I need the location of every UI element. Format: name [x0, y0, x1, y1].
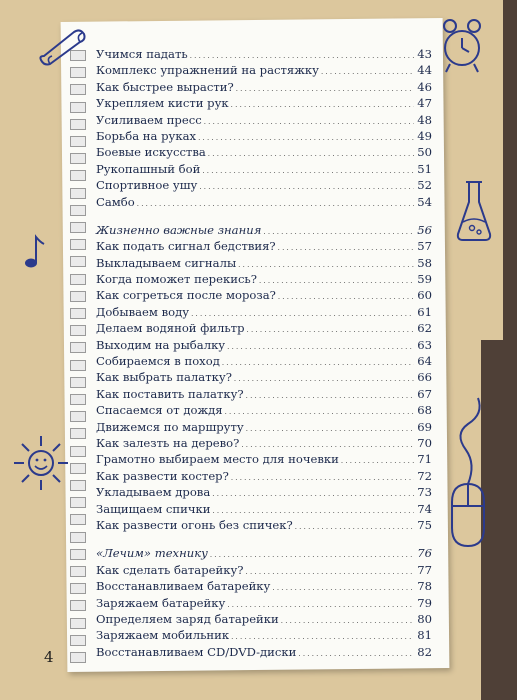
- spiral-ring: [70, 102, 86, 113]
- toc-entry-title: Выкладываем сигналы: [96, 255, 237, 270]
- toc-entry: [96, 287, 432, 303]
- toc-page-number: 67: [417, 386, 432, 401]
- toc-entry-title: Спортивное ушу: [96, 178, 198, 193]
- toc-page-number: 62: [417, 321, 432, 336]
- toc-entry-title: Движемся по маршруту: [96, 419, 244, 434]
- toc-entry: [96, 386, 432, 402]
- toc-entry: [96, 353, 432, 369]
- toc-page-number: 54: [417, 194, 432, 209]
- spiral-ring: [70, 291, 86, 302]
- toc-entry: [96, 451, 432, 467]
- spiral-ring: [70, 497, 86, 508]
- toc-entry-title: Заряжаем мобильник: [96, 628, 230, 643]
- scroll-icon: [36, 26, 92, 66]
- toc-entry: [96, 517, 432, 533]
- toc-entry: [96, 578, 432, 594]
- toc-entry: [96, 46, 432, 62]
- spiral-ring: [70, 188, 86, 199]
- spiral-ring: [70, 549, 86, 560]
- spiral-binding: [70, 50, 90, 670]
- toc-entry-title: Спасаемся от дождя: [96, 403, 223, 418]
- toc-entry-title: Грамотно выбираем место для ночевки: [96, 452, 339, 467]
- toc-entry: [96, 128, 432, 144]
- toc-entry-title: Как поставить палатку?: [96, 386, 244, 401]
- toc-entry-title: Как залезть на дерево?: [96, 435, 240, 450]
- toc-page-number: 71: [417, 452, 432, 467]
- toc-entry-title: Комплекс упражнений на растяжку: [96, 63, 319, 78]
- toc-entry: [96, 627, 432, 643]
- toc-entry: [96, 271, 432, 287]
- computer-mouse-icon: [438, 394, 494, 554]
- toc-entry-title: Как выбрать палатку?: [96, 370, 232, 385]
- spiral-ring: [70, 119, 86, 130]
- toc-page-number: 56: [417, 222, 432, 237]
- toc-entry-title: Как быстрее вырасти?: [96, 79, 234, 94]
- toc-entry-title: Как согреться после мороза?: [96, 288, 276, 303]
- toc-section-heading: [96, 222, 432, 238]
- spiral-ring: [70, 84, 86, 95]
- toc-page-number: 48: [417, 112, 432, 127]
- toc-entry: [96, 79, 432, 95]
- toc-entry: [96, 238, 432, 254]
- spiral-ring: [70, 170, 86, 181]
- toc-entry-title: «Лечим» технику: [96, 546, 208, 561]
- toc-entry: [96, 595, 432, 611]
- toc-leader-dots: [137, 194, 414, 212]
- toc-entry: [96, 62, 432, 78]
- toc-page-number: 49: [417, 128, 432, 143]
- toc-entry-title: Учимся падать: [96, 47, 188, 61]
- toc-page-number: 68: [417, 403, 432, 418]
- toc-page-number: 58: [417, 255, 432, 270]
- toc-entry: [96, 468, 432, 484]
- toc-page-number: 43: [417, 47, 432, 61]
- spiral-ring: [70, 325, 86, 336]
- toc-entry: [96, 419, 432, 435]
- spiral-ring: [70, 514, 86, 525]
- toc-page-number: 79: [417, 595, 432, 610]
- toc-entry-title: Укрепляем кисти рук: [96, 96, 229, 111]
- spiral-ring: [70, 446, 86, 457]
- toc-entry: [96, 177, 432, 193]
- toc-page-number: 77: [417, 562, 432, 577]
- toc-entry-title: Самбо: [96, 194, 135, 209]
- toc-entry: [96, 501, 432, 517]
- toc-page-number: 78: [417, 579, 432, 594]
- toc-page-number: 60: [417, 288, 432, 303]
- toc-entry-title: Жизненно важные знания: [96, 222, 262, 237]
- toc-page-number: 61: [417, 304, 432, 319]
- toc-entry: [96, 95, 432, 111]
- toc-page-number: 64: [417, 354, 432, 369]
- toc-page-number: 63: [417, 337, 432, 352]
- toc-entry-title: Собираемся в поход: [96, 354, 220, 369]
- spiral-ring: [70, 480, 86, 491]
- toc-entry: [96, 194, 432, 210]
- toc-leader-dots: [298, 644, 414, 662]
- toc-entry-title: Делаем водяной фильтр: [96, 321, 245, 336]
- toc-entry-title: Когда поможет перекись?: [96, 272, 257, 287]
- toc-page-number: 76: [417, 546, 432, 561]
- toc-page-number: 82: [417, 644, 432, 659]
- toc-entry-title: Восстанавливаем батарейку: [96, 579, 271, 594]
- toc-page-number: 46: [417, 79, 432, 94]
- toc-section-heading: [96, 545, 432, 561]
- toc-entry: [96, 644, 432, 660]
- spiral-ring: [70, 652, 86, 663]
- toc-entry-title: Как подать сигнал бедствия?: [96, 239, 276, 254]
- toc-entry-title: Борьба на руках: [96, 128, 197, 143]
- toc-entry: [96, 562, 432, 578]
- toc-entry: [96, 112, 432, 128]
- toc-page-number: 72: [417, 468, 432, 483]
- page-number: 4: [44, 648, 54, 666]
- spiral-ring: [70, 394, 86, 405]
- toc-entry: [96, 144, 432, 160]
- toc-page-number: 81: [417, 628, 432, 643]
- toc-page-number: 44: [417, 63, 432, 78]
- spiral-ring: [70, 583, 86, 594]
- toc-entry-title: Заряжаем батарейку: [96, 595, 226, 610]
- toc-entry-title: Восстанавливаем CD/DVD-диски: [96, 644, 297, 659]
- toc-entry: [96, 484, 432, 500]
- toc-entry-title: Выходим на рыбалку: [96, 337, 226, 352]
- spiral-ring: [70, 239, 86, 250]
- toc-leader-dots: [295, 517, 414, 535]
- spiral-ring: [70, 67, 86, 78]
- toc-entry: [96, 255, 432, 271]
- toc-entry-title: Защищаем спички: [96, 501, 211, 516]
- toc-entry: [96, 435, 432, 451]
- toc-entry-title: Как сделать батарейку?: [96, 562, 244, 577]
- toc-entry: [96, 611, 432, 627]
- toc-entry: [96, 320, 432, 336]
- toc-page-number: 47: [417, 96, 432, 111]
- spiral-ring: [70, 566, 86, 577]
- toc-entry-title: Как развести костер?: [96, 468, 229, 483]
- spiral-ring: [70, 360, 86, 371]
- spiral-ring: [70, 274, 86, 285]
- spiral-ring: [70, 428, 86, 439]
- spiral-ring: [70, 600, 86, 611]
- toc-page-number: 59: [417, 272, 432, 287]
- table-of-contents: [96, 46, 432, 660]
- spiral-ring: [70, 635, 86, 646]
- toc-page-number: 73: [417, 485, 432, 500]
- toc-entry: [96, 304, 432, 320]
- toc-entry-title: Определяем заряд батарейки: [96, 611, 279, 626]
- spiral-ring: [70, 411, 86, 422]
- toc-entry-title: Боевые искусства: [96, 145, 206, 160]
- toc-entry-title: Рукопашный бой: [96, 161, 201, 176]
- toc-entry: [96, 402, 432, 418]
- toc-entry-title: Усиливаем пресс: [96, 112, 202, 127]
- toc-page-number: 75: [417, 517, 432, 532]
- alarm-clock-icon: [438, 14, 486, 76]
- toc-page-number: 70: [417, 435, 432, 450]
- toc-entry-title: Как развести огонь без спичек?: [96, 517, 293, 532]
- music-note-icon: [22, 232, 48, 272]
- toc-page-number: 74: [417, 501, 432, 516]
- spiral-ring: [70, 342, 86, 353]
- toc-page-number: 69: [417, 419, 432, 434]
- toc-entry: [96, 369, 432, 385]
- toc-page-number: 52: [417, 178, 432, 193]
- spiral-ring: [70, 205, 86, 216]
- toc-page-number: 51: [417, 161, 432, 176]
- toc-page-number: 80: [417, 611, 432, 626]
- spiral-ring: [70, 256, 86, 267]
- spiral-ring: [70, 136, 86, 147]
- toc-entry: [96, 337, 432, 353]
- toc-entry-title: Добываем воду: [96, 304, 190, 319]
- spiral-ring: [70, 308, 86, 319]
- sun-icon: [10, 432, 72, 494]
- toc-page-number: 57: [417, 239, 432, 254]
- spiral-ring: [70, 532, 86, 543]
- toc-page-number: 66: [417, 370, 432, 385]
- flask-icon: [454, 176, 494, 246]
- toc-page-number: 50: [417, 145, 432, 160]
- spiral-ring: [70, 222, 86, 233]
- spiral-ring: [70, 618, 86, 629]
- toc-entry: [96, 161, 432, 177]
- spiral-ring: [70, 463, 86, 474]
- spiral-ring: [70, 153, 86, 164]
- spiral-ring: [70, 377, 86, 388]
- toc-entry-title: Укладываем дрова: [96, 485, 211, 500]
